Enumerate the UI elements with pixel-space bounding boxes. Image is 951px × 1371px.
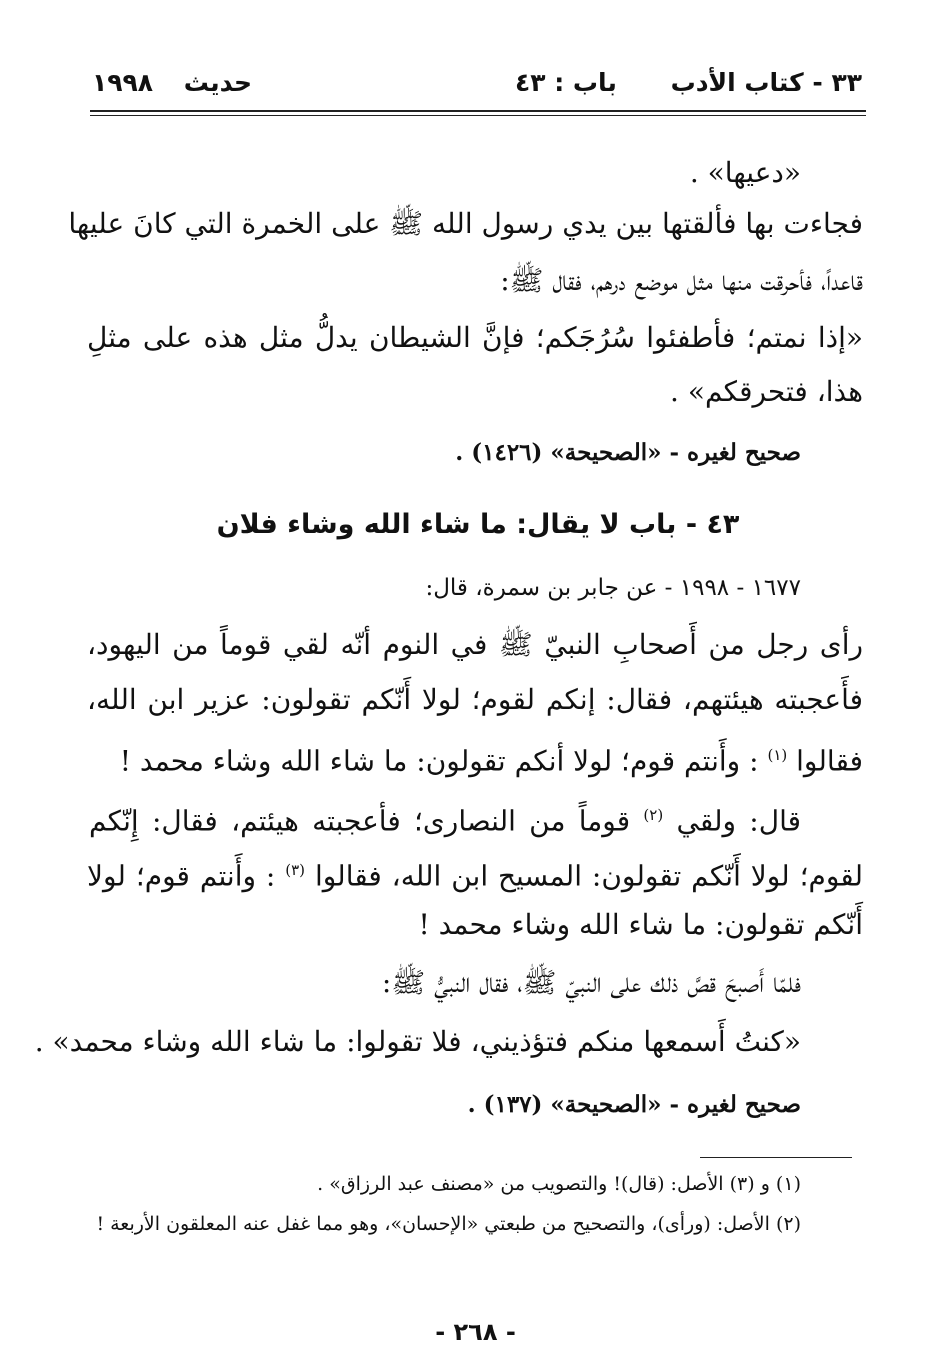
book-chapter-title: ٣٣ - كتاب الأدب bbox=[670, 68, 862, 97]
text-segment: قوماً من النصارى؛ فأعجبته هيئتم، فقال: إِنّكم bbox=[89, 804, 631, 838]
footnote-divider bbox=[700, 1157, 852, 1158]
footnote-marker: (٣) bbox=[285, 861, 306, 879]
text-line: «كنتُ أَسمعها منكم فتؤذيني، فلا تقولوا: ما شاء الله وشاء محمد» . bbox=[34, 1025, 801, 1058]
text-segment: : وأَنتم قوم؛ لولا bbox=[87, 859, 276, 893]
header-divider-thin bbox=[90, 115, 866, 116]
header-divider bbox=[90, 110, 866, 112]
footnote-marker: (٢) bbox=[643, 806, 664, 824]
text-segment: قال: ولقي bbox=[676, 804, 802, 838]
hadith-number: ١٩٩٨ bbox=[92, 68, 154, 97]
hadith-reference bbox=[92, 68, 274, 97]
running-header bbox=[92, 64, 862, 108]
chapter-heading: ٤٣ - باب لا يقال: ما شاء الله وشاء فلان bbox=[216, 509, 740, 540]
grading-note: صحيح لغيره - «الصحيحة» (١٣٧) . bbox=[467, 1091, 801, 1118]
text-segment: لقوم؛ لولا أَنّكم تقولون: المسيح ابن الله، فقالوا bbox=[314, 859, 864, 893]
bab-number: باب : ٤٣ bbox=[515, 68, 617, 97]
text-line: فجاءت بها فألقتها بين يدي رسول الله ﷺ على الخمرة التي كانَ عليها bbox=[68, 207, 863, 240]
text-line: «إذا نمتم؛ فأطفئوا سُرُجَكم؛ فإنَّ الشيطان يدلُّ مثل هذه على مثلِ bbox=[87, 321, 863, 354]
hadith-intro: ١٦٧٧ - ١٩٩٨ - عن جابر بن سمرة، قال: bbox=[425, 575, 801, 601]
footnote: (٢) الأصل: (ورأى)، والتصحيح من طبعتي «الإحسان»، وهو مما غفل عنه المعلقون الأربعة ! bbox=[96, 1213, 801, 1235]
text-line bbox=[89, 795, 801, 841]
page-number: - ٢٦٨ - bbox=[435, 1318, 516, 1346]
text-line: رأى رجل من أَصحابِ النبيّ ﷺ في النوم أنّه لقي قوماً من اليهود، bbox=[87, 628, 863, 661]
text-line: فأَعجبته هيئتهم، فقال: إنكم لقوم؛ لولا أَنّكم تقولون: عزير ابن الله، bbox=[87, 683, 863, 716]
text-line: «دعيها» . bbox=[689, 156, 801, 189]
text-line bbox=[87, 735, 863, 781]
grading-note: صحيح لغيره - «الصحيحة» (١٤٢٦) . bbox=[455, 439, 801, 466]
footnote: (١) و (٣) الأصل: (قال)! والتصويب من «مصنف عبد الرزاق» . bbox=[317, 1173, 801, 1195]
text-line: فلمّا أَصبحَ قصَّ ذلك على النبيّ ﷺ، فقال النبيُّ ﷺ: bbox=[381, 966, 801, 999]
text-line: أَنّكم تقولون: ما شاء الله وشاء محمد ! bbox=[418, 908, 863, 941]
footnote-marker: (١) bbox=[767, 746, 788, 764]
text-line bbox=[87, 850, 863, 896]
text-segment: : وأَنتم قوم؛ لولا أنكم تقولون: ما شاء الله وشاء محمد ! bbox=[119, 744, 759, 778]
hadith-label: حديث bbox=[183, 68, 253, 97]
text-line: هذا، فتحرقكم» . bbox=[670, 375, 863, 408]
text-line: قاعداً، فأحرقت منها مثل موضع درهم، فقال ﷺ: bbox=[500, 264, 863, 297]
text-segment: فقالوا bbox=[796, 744, 863, 778]
